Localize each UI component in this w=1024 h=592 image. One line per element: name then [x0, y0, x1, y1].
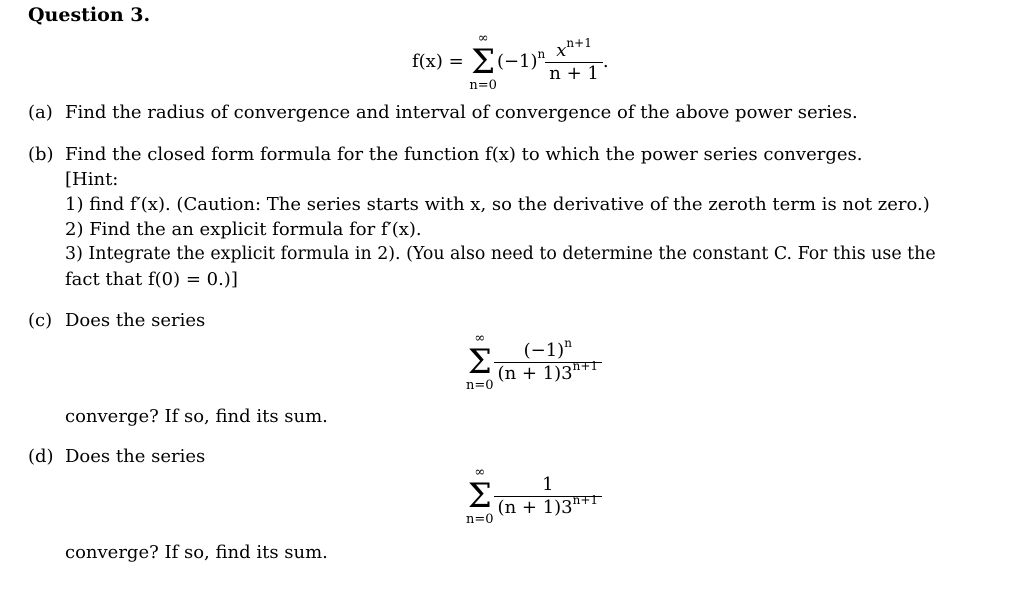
part-a-label: (a) [28, 102, 53, 123]
part-d-sum-operator: ∞ Σ n=0 [466, 465, 494, 527]
part-a-text: Find the radius of convergence and interval of convergence of the above power series. [65, 102, 858, 123]
formula-fraction: $\frac{x^{n+1}}{n + 1}$ [545, 42, 603, 83]
part-b-hint-open: [Hint: [65, 169, 119, 190]
sigma-symbol: Σ [471, 42, 496, 82]
part-b-label: (b) [28, 144, 54, 165]
formula-term: $(-1)^n$ [496, 47, 546, 72]
part-d-fraction: $\frac{1}{(n + 1)3^{n+1}}$ [494, 476, 603, 517]
part-c-intro: Does the series [65, 310, 206, 331]
part-d-series [466, 466, 602, 526]
part-d-label: (d) [28, 446, 54, 467]
sum-lower-limit: n=0 [469, 78, 497, 93]
part-d-outro: converge? If so, find its sum. [65, 542, 328, 563]
main-formula [412, 32, 609, 92]
formula-sum-operator [469, 32, 497, 92]
part-c-series [466, 332, 602, 392]
part-b-hint-2: 2) Find the an explicit formula for f′(x). [65, 219, 422, 240]
part-c-sum-operator: ∞ Σ n=0 [466, 331, 494, 393]
part-c-fraction: $\frac{(-1)^n}{(n + 1)3^{n+1}}$ [494, 342, 603, 383]
sum-upper-limit: ∞ [477, 31, 489, 46]
part-c-label: (c) [28, 310, 53, 331]
part-c-outro: converge? If so, find its sum. [65, 406, 328, 427]
part-d-intro: Does the series [65, 446, 206, 467]
formula-period: . [602, 51, 609, 72]
question-title: Question 3. [28, 4, 151, 26]
part-b-hint-3: 3) Integrate the explicit formula in 2). (You also need to determine the constant C. For this use the [65, 244, 936, 264]
part-b-hint-4: fact that f(0) = 0.)] [65, 269, 238, 290]
part-b-hint-1: 1) find f′(x). (Caution: The series starts with x, so the derivative of the zeroth term is not zero.) [65, 194, 930, 215]
formula-lhs: f(x) = [412, 51, 470, 72]
part-b-text: Find the closed form formula for the function f(x) to which the power series converges. [65, 144, 863, 165]
